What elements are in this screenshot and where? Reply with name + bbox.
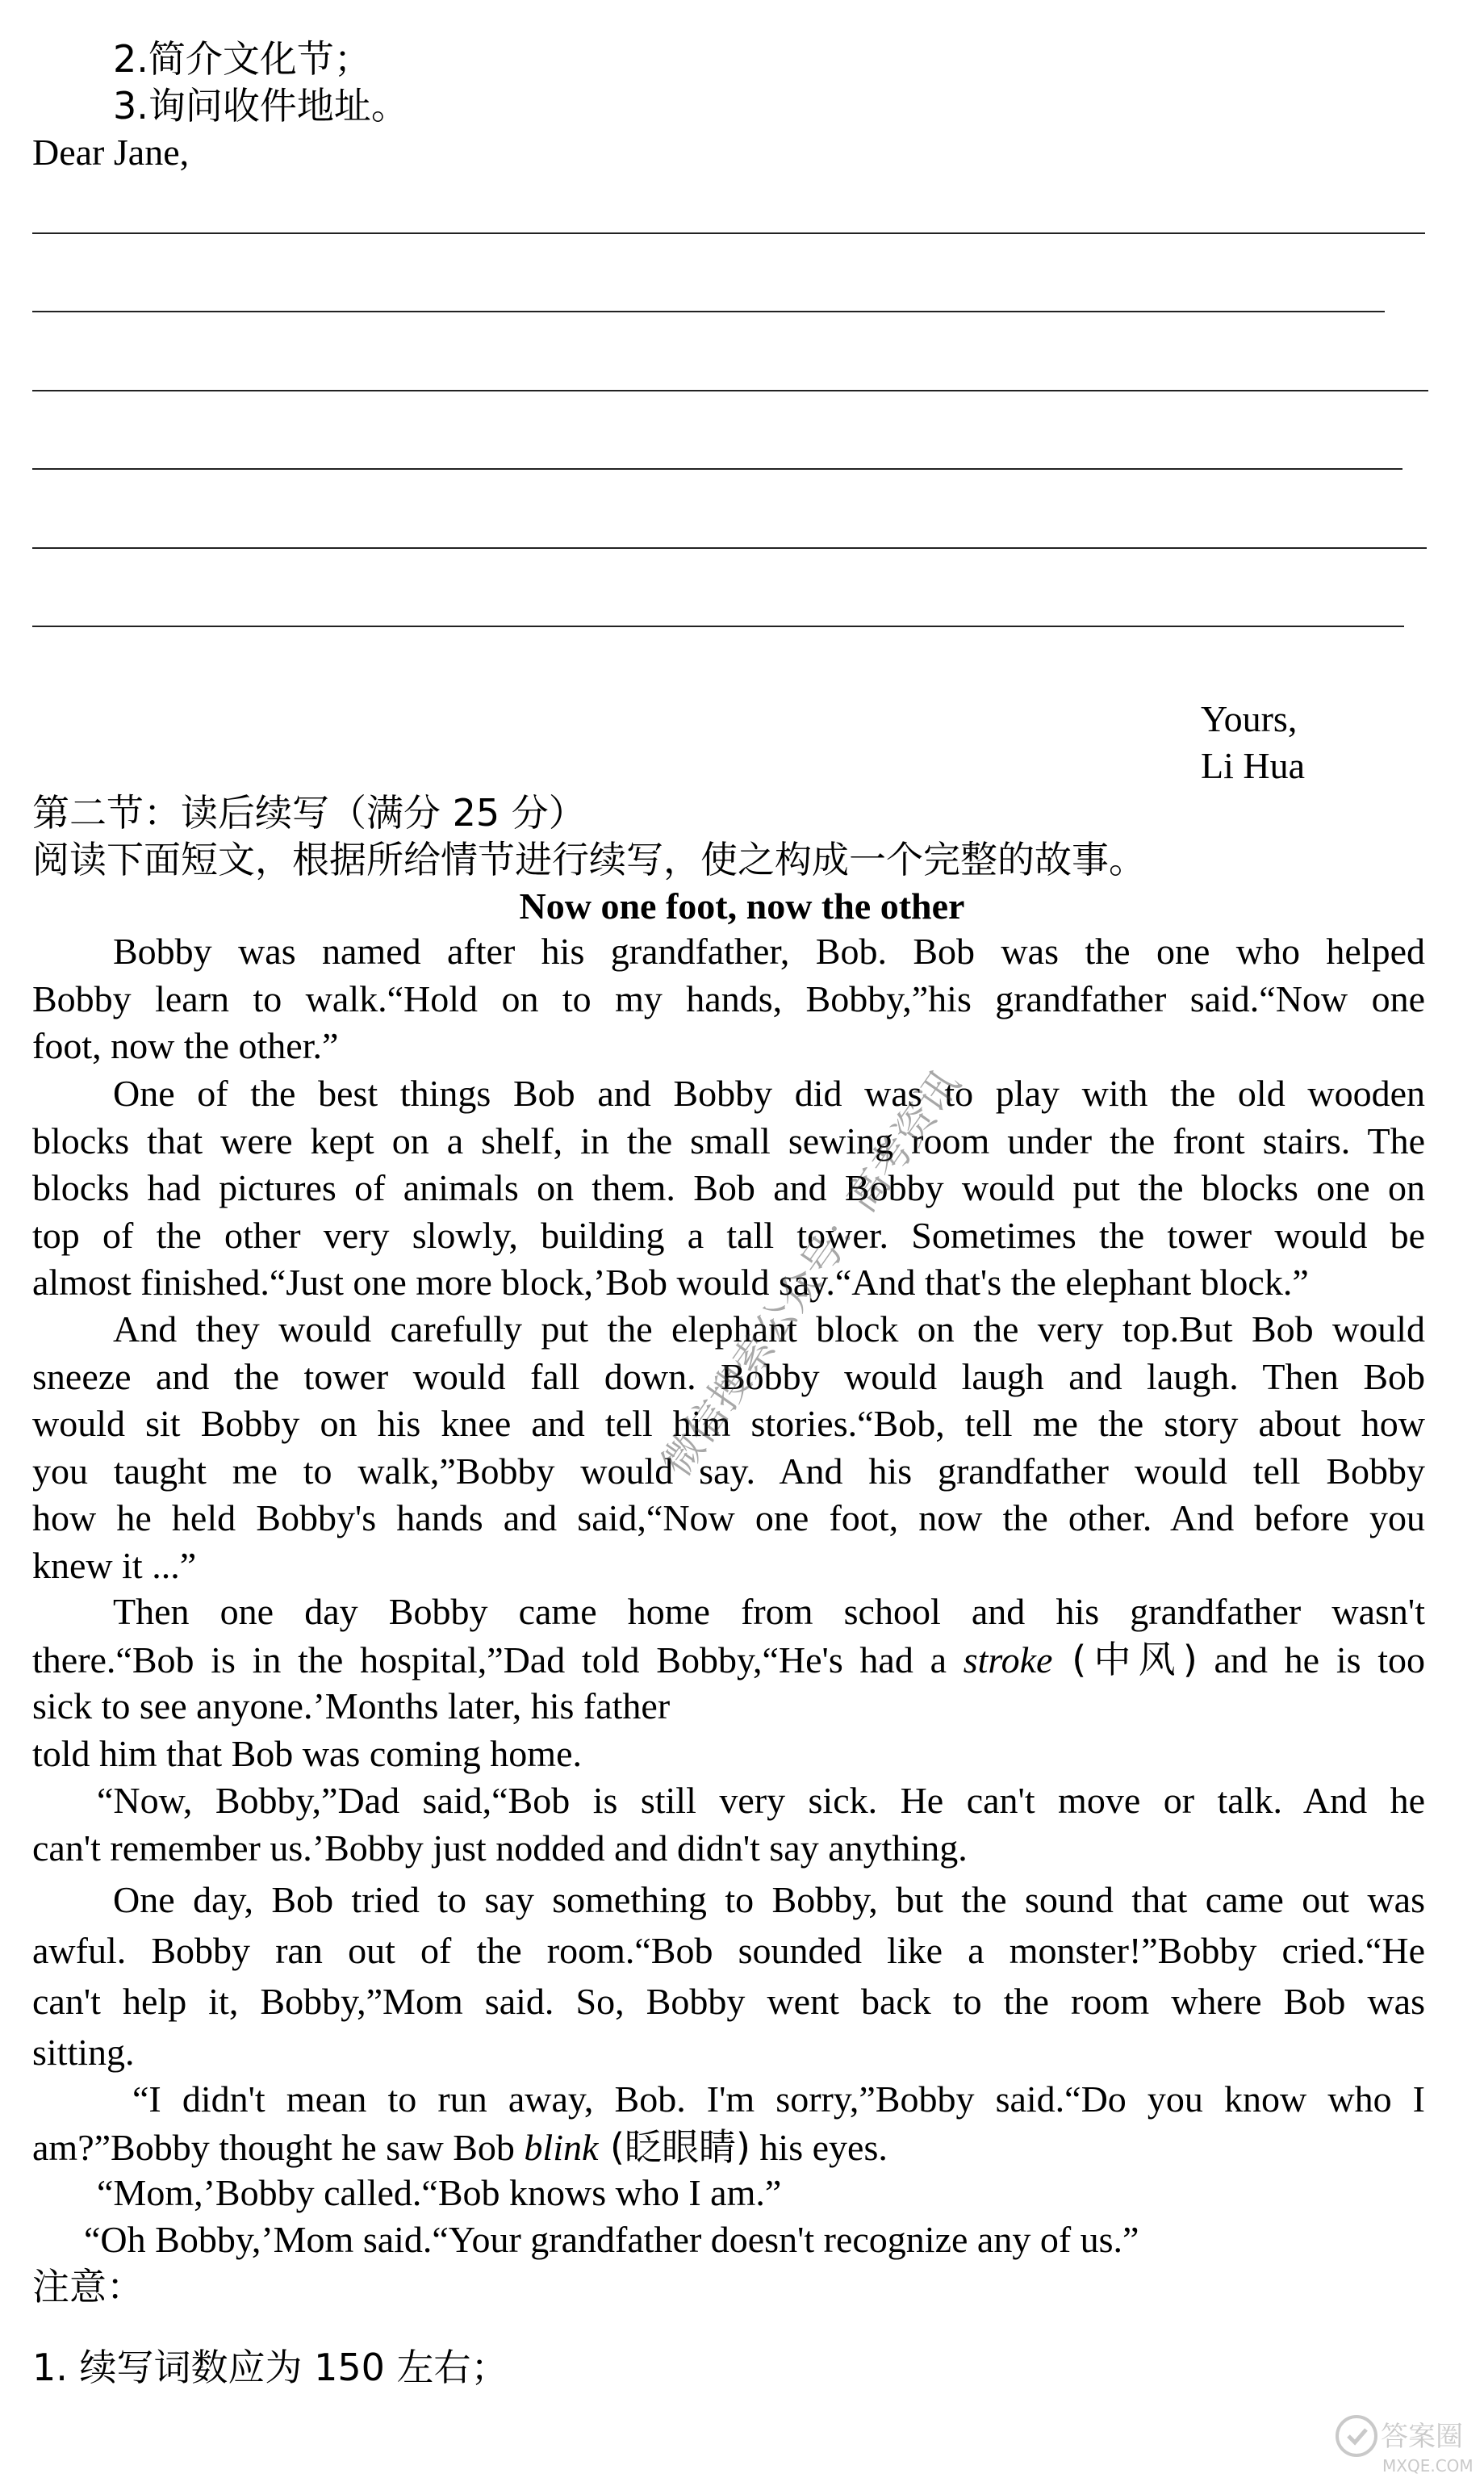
task-item-2: 2.简介文化节； <box>113 37 371 81</box>
letter-signature: Li Hua <box>1201 745 1306 786</box>
paragraph-8: “Mom,’Bobby called.“Bob knows who I am.” <box>97 2172 782 2213</box>
answer-line-3[interactable] <box>32 390 1428 391</box>
diagonal-watermark: 微信搜索公众号：高考资讯 <box>653 1061 969 1485</box>
paragraph-1: Bobby was named after his grandfather, Bob. Bob was the one who helped Bobby learn to walk.“Hold on to my hands, Bobby,”his grandfather said.“Now one foot, now the other.” <box>32 931 1425 1066</box>
paragraph-4: Then one day Bobby came home from school and his grandfather wasn't there.“Bob is in the hospital,”Dad told Bobby,“He's had a stroke (中风) and he is too sick to see anyone.’Months later, his father told him that Bob was coming home. <box>32 1591 1425 1774</box>
paragraph-2: One of the best things Bob and Bobby did was to play with the old wooden blocks that were kept on a shelf, in the small sewing room under the front stairs. The blocks had pictures of animals on them. Bob and Bobby would put the blocks one on top of the other very slowly, building a tall tower. Sometimes the tower would be almost finished.“Just one more block,’Bob would say.“And that's the elephant block.” <box>32 1073 1425 1303</box>
logo-subtext: MXQE.COM <box>1382 2456 1474 2476</box>
logo-icon <box>1334 2405 1479 2478</box>
blink-term: blink <box>524 2126 599 2168</box>
answer-line-2[interactable] <box>32 311 1385 312</box>
notes-item-1: 1. 续写词数应为 150 左右； <box>32 2346 508 2389</box>
site-logo-watermark <box>1334 2405 1479 2478</box>
section-instruction: 阅读下面短文，根据所给情节进行续写，使之构成一个完整的故事。 <box>32 838 1146 881</box>
letter-closing: Yours, <box>1201 698 1298 739</box>
answer-line-4[interactable] <box>32 468 1402 470</box>
paragraph-3: And they would carefully put the elephant block on the very top.But Bob would sneeze and the tower would fall down. Bobby would laugh and laugh. Then Bob would sit Bobby on his knee and tell him stories.“Bob, tell me the story about how you taught me to walk,”Bobby would say. And his grandfather would tell Bobby how he held Bobby's hands and said,“Now one foot, now the other. And before you knew it ...” <box>32 1308 1425 1586</box>
answer-line-5[interactable] <box>32 547 1427 549</box>
paragraph-4-line-2: there.“Bob is in the hospital,”Dad told Bobby,“He's had a stroke (中风) and he is too <box>32 1637 1425 1681</box>
paragraph-7-line-2: am?”Bobby thought he saw Bob blink (眨眼睛) his eyes. <box>32 2124 888 2169</box>
answer-line-1[interactable] <box>32 232 1425 234</box>
paragraph-9: “Oh Bobby,’Mom said.“Your grandfather doesn't recognize any of us.” <box>84 2219 1139 2260</box>
stroke-term: stroke <box>963 1639 1053 1680</box>
paragraph-7: “I didn't mean to run away, Bob. I'm sorry,”Bobby said.“Do you know who I am?”Bobby thought he saw Bob blink (眨眼睛) his eyes. <box>32 2076 1425 2170</box>
task-item-3: 3.询问收件地址。 <box>113 84 408 128</box>
paragraph-5: “Now, Bobby,”Dad said,“Bob is still very sick. He can't move or talk. And he can't remember us.’Bobby just nodded and didn't say anything. <box>32 1780 1425 1869</box>
passage-title: Now one foot, now the other <box>519 885 965 927</box>
paragraph-6: One day, Bob tried to say something to Bobby, but the sound that came out was awful. Bobby ran out of the room.“Bob sounded like a monster!”Bobby cried.“He can't help it, Bobby,”Mom said. So, Bobby went back to the room where Bob was sitting. <box>32 1879 1425 2073</box>
section-heading: 第二节：读后续写（满分 25 分） <box>32 791 586 835</box>
logo-text: 答案圈 <box>1381 2421 1463 2453</box>
notes-heading: 注意： <box>32 2265 144 2308</box>
answer-line-6[interactable] <box>32 626 1404 627</box>
letter-greeting: Dear Jane, <box>32 132 190 173</box>
